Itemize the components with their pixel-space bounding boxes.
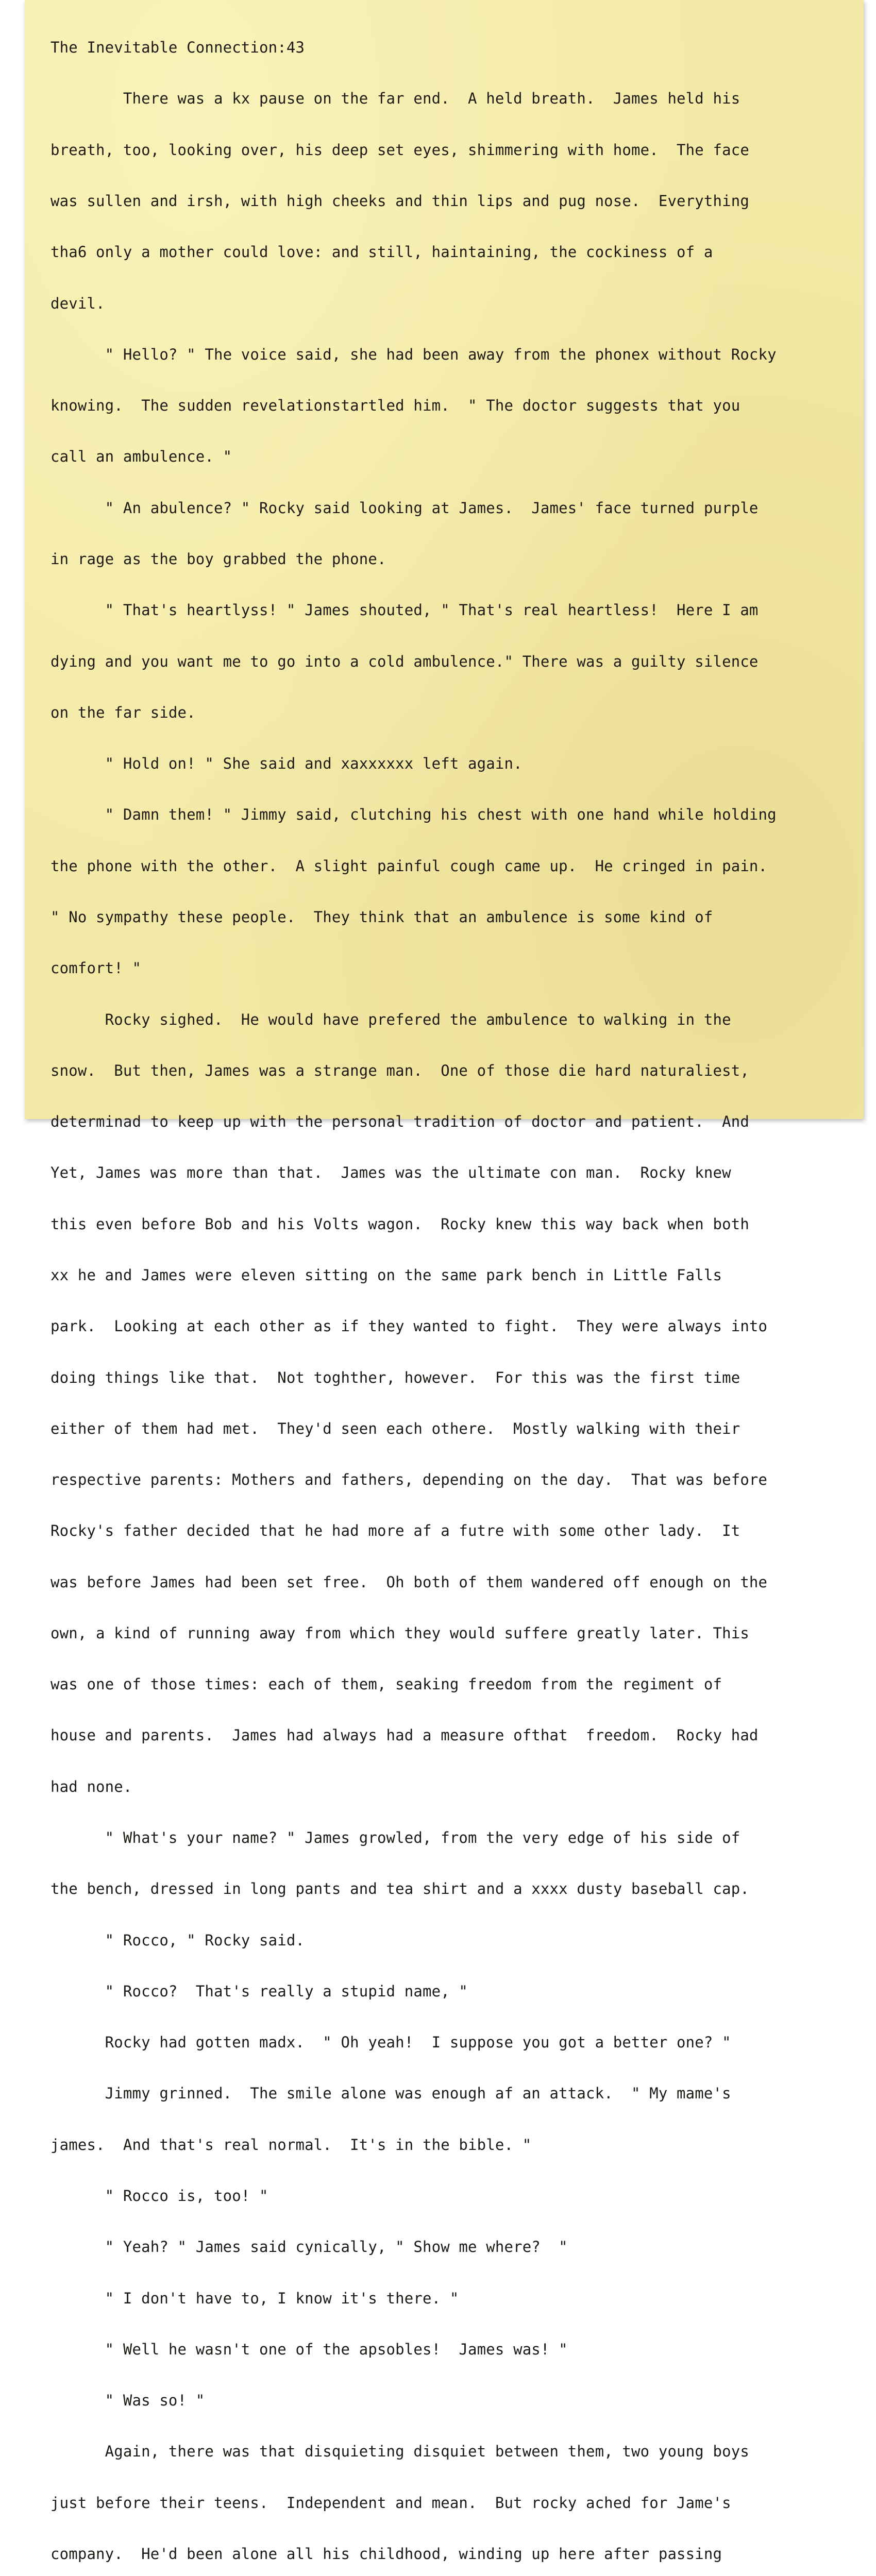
- text-line: " Was so! ": [50, 2392, 205, 2410]
- text-line: " Hold on! " She said and xaxxxxxx left again.: [50, 755, 523, 773]
- text-line: " Rocco, " Rocky said.: [50, 1931, 305, 1949]
- text-line: this even before Bob and his Volts wagon. Rocky knew this way back when both: [50, 1215, 749, 1233]
- text-line: knowing. The sudden revelationstartled him. " The doctor suggests that you: [50, 397, 740, 415]
- text-line: james. And that's real normal. It's in the bible. ": [50, 2136, 532, 2154]
- text-line: Rocky had gotten madx. " Oh yeah! I suppose you got a better one? ": [50, 2033, 731, 2052]
- text-line: " No sympathy these people. They think that an ambulence is some kind of: [50, 908, 713, 926]
- text-line: There was a kx pause on the far end. A held breath. James held his: [50, 90, 740, 108]
- text-line: Yet, James was more than that. James was the ultimate con man. Rocky knew: [50, 1164, 731, 1182]
- text-line: the phone with the other. A slight painful cough came up. He cringed in pain.: [50, 857, 768, 875]
- text-line: Jimmy grinned. The smile alone was enough af an attack. " My mame's: [50, 2084, 731, 2103]
- text-line: comfort! ": [50, 959, 142, 977]
- text-line: Rocky's father decided that he had more af a futre with some other lady. It: [50, 1522, 740, 1540]
- text-line: was one of those times: each of them, seaking freedom from the regiment of: [50, 1675, 722, 1693]
- text-line: " Rocco is, too! ": [50, 2187, 268, 2205]
- text-line: dying and you want me to go into a cold ambulence." There was a guilty silence: [50, 652, 759, 670]
- text-line: devil.: [50, 294, 105, 312]
- text-line: " I don't have to, I know it's there. ": [50, 2289, 459, 2307]
- text-line: doing things like that. Not toghther, however. For this was the first time: [50, 1368, 740, 1386]
- page-header: The Inevitable Connection:43: [50, 39, 305, 57]
- text-line: " That's heartlyss! " James shouted, " That's real heartless! Here I am: [50, 601, 759, 619]
- text-line: was before James had been set free. Oh both of them wandered off enough on the: [50, 1573, 768, 1591]
- text-line: snow. But then, James was a strange man. One of those die hard naturaliest,: [50, 1061, 749, 1079]
- text-line: company. He'd been alone all his childhood, winding up here after passing: [50, 2545, 722, 2563]
- text-line: Again, there was that disquieting disquiet between them, two young boys: [50, 2443, 749, 2461]
- text-line: " Well he wasn't one of the apsobles! James was! ": [50, 2340, 568, 2358]
- text-line: " What's your name? " James growled, from the very edge of his side of: [50, 1829, 740, 1847]
- typewritten-text-block: [50, 5, 870, 2576]
- text-line: " Hello? " The voice said, she had been away from the phonex without Rocky: [50, 345, 777, 363]
- text-line: Rocky sighed. He would have prefered the ambulence to walking in the: [50, 1010, 731, 1028]
- text-line: tha6 only a mother could love: and still, haintaining, the cockiness of a: [50, 243, 713, 261]
- text-line: determinad to keep up with the personal tradition of doctor and patient. And: [50, 1113, 749, 1131]
- text-line: the bench, dressed in long pants and tea shirt and a xxxx dusty baseball cap.: [50, 1880, 749, 1898]
- text-line: " An abulence? " Rocky said looking at James. James' face turned purple: [50, 499, 759, 517]
- text-line: either of them had met. They'd seen each othere. Mostly walking with their: [50, 1419, 740, 1437]
- text-line: in rage as the boy grabbed the phone.: [50, 550, 386, 568]
- text-line: " Rocco? That's really a stupid name, ": [50, 1982, 468, 2000]
- text-line: house and parents. James had always had a measure ofthat freedom. Rocky had: [50, 1726, 759, 1744]
- text-line: was sullen and irsh, with high cheeks and thin lips and pug nose. Everything: [50, 192, 749, 210]
- text-line: respective parents: Mothers and fathers, depending on the day. That was before: [50, 1471, 768, 1489]
- text-line: had none.: [50, 1777, 132, 1795]
- text-line: " Damn them! " Jimmy said, clutching his chest with one hand while holding: [50, 806, 777, 824]
- text-line: xx he and James were eleven sitting on the same park bench in Little Falls: [50, 1266, 722, 1284]
- text-line: just before their teens. Independent and mean. But rocky ached for Jame's: [50, 2494, 731, 2512]
- text-line: " Yeah? " James said cynically, " Show me where? ": [50, 2238, 568, 2256]
- text-line: breath, too, looking over, his deep set eyes, shimmering with home. The face: [50, 141, 749, 159]
- text-line: on the far side.: [50, 703, 196, 721]
- text-line: call an ambulence. ": [50, 448, 232, 466]
- text-line: park. Looking at each other as if they wanted to fight. They were always into: [50, 1317, 768, 1335]
- text-line: own, a kind of running away from which they would suffere greatly later. This: [50, 1624, 749, 1642]
